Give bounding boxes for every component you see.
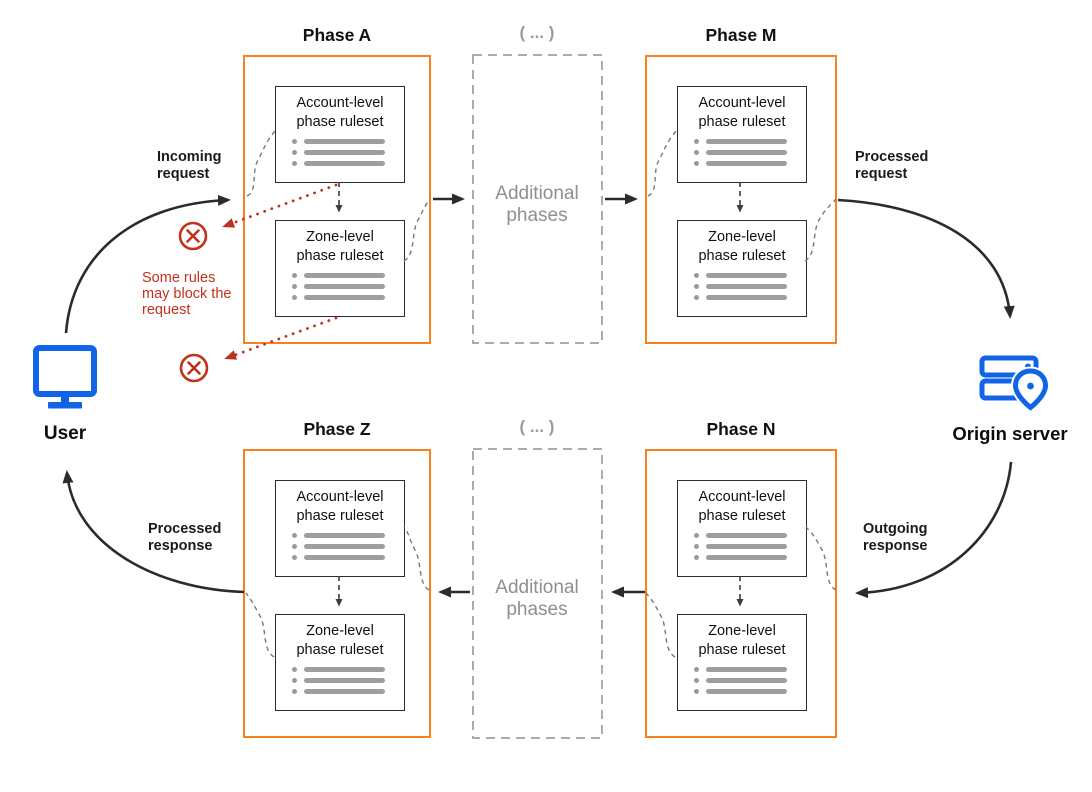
ruleset-card-title: Zone-level phase ruleset <box>296 229 384 264</box>
phase-z-zone-ruleset-card <box>275 614 405 711</box>
origin-server-label: Origin server <box>952 423 1068 444</box>
phase-n-zone-ruleset-card <box>677 614 807 711</box>
ruleset-card-title: Account-level phase ruleset <box>296 489 384 524</box>
rule-line <box>694 284 806 289</box>
ellipsis-label-bottom: ( ... ) <box>519 417 555 436</box>
circle-x-icon <box>180 223 206 249</box>
bullet-dot <box>292 533 297 538</box>
rule-line <box>694 678 806 683</box>
rule-bar <box>706 273 787 278</box>
ruleset-rule-list <box>292 273 404 300</box>
rule-line <box>694 533 806 538</box>
bullet-dot <box>694 139 699 144</box>
bullet-dot <box>694 689 699 694</box>
phase-z-account-ruleset-card <box>275 480 405 577</box>
ruleset-rule-list <box>694 667 806 694</box>
user-label: User <box>43 423 87 444</box>
rule-line <box>694 555 806 560</box>
rule-bar <box>706 667 787 672</box>
ruleset-card-title: Zone-level phase ruleset <box>698 229 786 264</box>
rule-bar <box>706 544 787 549</box>
rule-line <box>694 273 806 278</box>
rule-line <box>292 273 404 278</box>
rule-bar <box>706 150 787 155</box>
rule-bar <box>706 555 787 560</box>
rule-line <box>694 161 806 166</box>
rule-bar <box>706 295 787 300</box>
rule-bar <box>304 555 385 560</box>
rule-line <box>292 139 404 144</box>
rule-line <box>292 544 404 549</box>
bullet-dot <box>694 533 699 538</box>
rule-line <box>694 689 806 694</box>
phase-m-zone-ruleset-card <box>677 220 807 317</box>
rule-bar <box>304 150 385 155</box>
ruleset-rule-list <box>292 139 404 166</box>
rule-line <box>694 150 806 155</box>
rule-bar <box>304 161 385 166</box>
bullet-dot <box>694 544 699 549</box>
bullet-dot <box>292 555 297 560</box>
bullet-dot <box>292 295 297 300</box>
bullet-dot <box>292 667 297 672</box>
rule-bar <box>304 667 385 672</box>
rule-bar <box>304 139 385 144</box>
phase-m-box <box>645 25 837 344</box>
ruleset-rule-list <box>292 667 404 694</box>
bullet-dot <box>292 284 297 289</box>
ruleset-card-title: Account-level phase ruleset <box>296 95 384 130</box>
bullet-dot <box>292 139 297 144</box>
additional-phases-label-bottom: Additional phases <box>495 577 579 620</box>
bullet-dot <box>694 555 699 560</box>
rule-bar <box>706 689 787 694</box>
rule-line <box>292 667 404 672</box>
rule-bar <box>304 295 385 300</box>
rule-bar <box>706 139 787 144</box>
phase-n-box <box>645 419 837 738</box>
rule-line <box>292 533 404 538</box>
bullet-dot <box>694 150 699 155</box>
phase-a-box <box>243 25 431 344</box>
ruleset-rule-list <box>694 533 806 560</box>
rule-bar <box>304 544 385 549</box>
bullet-dot <box>694 295 699 300</box>
rule-line <box>292 150 404 155</box>
phase-m-account-ruleset-card <box>677 86 807 183</box>
phase-n-account-ruleset-card <box>677 480 807 577</box>
ruleset-rule-list <box>694 139 806 166</box>
ellipsis-label-top: ( ... ) <box>519 23 555 42</box>
rule-bar <box>706 678 787 683</box>
ruleset-card-title: Zone-level phase ruleset <box>698 623 786 658</box>
rule-bar <box>706 284 787 289</box>
rule-bar <box>304 689 385 694</box>
phase-z-title: Phase Z <box>303 419 371 439</box>
circle-x-icon <box>181 355 207 381</box>
bullet-dot <box>694 284 699 289</box>
bullet-dot <box>694 161 699 166</box>
rule-bar <box>304 273 385 278</box>
phase-a-title: Phase A <box>302 25 372 45</box>
monitor-icon <box>36 348 94 409</box>
processed-response-label: Processed response <box>148 521 222 554</box>
rule-line <box>292 689 404 694</box>
phase-a-account-ruleset-card <box>275 86 405 183</box>
phase-z-box <box>243 419 431 738</box>
additional-phases-label-top: Additional phases <box>495 183 579 226</box>
ruleset-rule-list <box>292 533 404 560</box>
phase-m-title: Phase M <box>705 25 777 45</box>
rule-line <box>292 161 404 166</box>
bullet-dot <box>292 544 297 549</box>
rule-bar <box>706 161 787 166</box>
block-note: Some rules may block the request <box>142 270 232 318</box>
processed-request-arrow <box>838 200 1010 316</box>
incoming-request-label: Incoming request <box>157 149 222 182</box>
bullet-dot <box>292 161 297 166</box>
bullet-dot <box>292 150 297 155</box>
bullet-dot <box>292 273 297 278</box>
rule-bar <box>304 284 385 289</box>
ruleset-rule-list <box>694 273 806 300</box>
outgoing-response-label: Outgoing response <box>863 521 928 554</box>
rule-line <box>694 667 806 672</box>
rule-line <box>292 295 404 300</box>
rule-line <box>292 678 404 683</box>
ruleset-card-title: Account-level phase ruleset <box>698 95 786 130</box>
bullet-dot <box>292 689 297 694</box>
phase-n-title: Phase N <box>706 419 776 439</box>
processed-request-label: Processed request <box>855 149 929 182</box>
rule-bar <box>706 533 787 538</box>
rule-line <box>694 544 806 549</box>
bullet-dot <box>694 273 699 278</box>
bullet-dot <box>694 678 699 683</box>
bullet-dot <box>292 678 297 683</box>
rule-bar <box>304 678 385 683</box>
phase-a-zone-ruleset-card <box>275 220 405 317</box>
rule-line <box>292 555 404 560</box>
rule-bar <box>304 533 385 538</box>
rule-line <box>694 295 806 300</box>
ruleset-card-title: Zone-level phase ruleset <box>296 623 384 658</box>
rule-line <box>694 139 806 144</box>
rule-line <box>292 284 404 289</box>
server-location-icon <box>982 358 1046 408</box>
ruleset-card-title: Account-level phase ruleset <box>698 489 786 524</box>
bullet-dot <box>694 667 699 672</box>
